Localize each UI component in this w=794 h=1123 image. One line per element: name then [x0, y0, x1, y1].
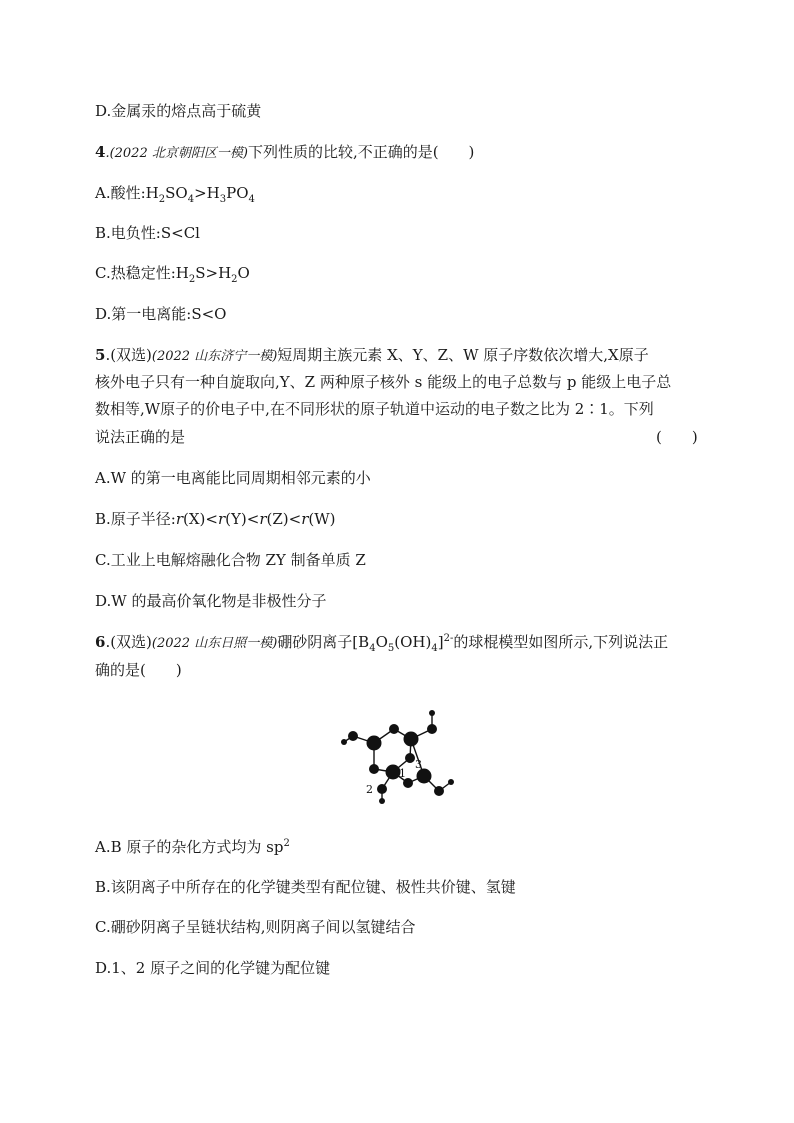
- q6-option-a: A.B 原子的杂化方式均为 $sp^2$: [95, 838, 290, 856]
- q4-number: 4: [95, 143, 106, 161]
- q6-tag: .(双选): [105, 633, 152, 651]
- q6-number: 6: [95, 633, 106, 651]
- q4-option-d: D.第一电离能:S<O: [95, 305, 227, 323]
- q5-source: (2022 山东济宁一模): [151, 349, 278, 364]
- q5-answer-paren: ( ): [656, 428, 698, 446]
- q4-source: .(2022 北京朝阳区一模): [105, 146, 248, 161]
- oxygen-atom: [389, 724, 399, 734]
- oxygen-atom: [434, 786, 444, 796]
- q6-stem-line1: 6.(双选)(2022 山东日照一模)硼砂阴离子$[B_4O_5(OH)_4]^{2-}$的球棍模型如图所示,下列说法正: [95, 633, 669, 654]
- q5-option-b: B.原子半径:r(X)<r(Y)<r(Z)<r(W): [95, 510, 336, 528]
- q4-stem: [95, 141, 474, 165]
- q5-stem-line4: 说法正确的是: [95, 428, 186, 446]
- q4-option-a: A.酸性$:H_2SO_4>H_3PO_4$: [95, 184, 255, 205]
- boron-atom: [367, 736, 382, 751]
- atom-label-2: 2: [366, 783, 373, 796]
- hydrogen-atom: [448, 779, 454, 785]
- oxygen-atom: [369, 764, 379, 774]
- boron-atom: [404, 732, 419, 747]
- q5-stem-line2: 核外电子只有一种自旋取向,Y、Z 两种原子核外 s 能级上的电子总数与 p 能级上电子总: [95, 373, 672, 391]
- hydrogen-atom: [429, 710, 435, 716]
- q3-option-d: D.金属汞的熔点高于硫黄: [95, 102, 262, 120]
- q5-option-a: A.W 的第一电离能比同周期相邻元素的小: [95, 469, 371, 487]
- q6-option-b: B.该阴离子中所存在的化学键类型有配位键、极性共价键、氢键: [95, 878, 516, 896]
- q5-tag: .(双选): [105, 346, 152, 364]
- q6-option-c: C.硼砂阴离子呈链状结构,则阴离子间以氢键结合: [95, 918, 416, 936]
- ball-stick-model-diagram: [330, 700, 470, 810]
- oxygen-atom: [427, 724, 437, 734]
- oxygen-atom: [405, 753, 415, 763]
- hydrogen-atom: [379, 798, 385, 804]
- q5-option-d: D.W 的最高价氧化物是非极性分子: [95, 592, 327, 610]
- q4-option-b: B.电负性:S<Cl: [95, 224, 200, 242]
- q5-option-c: C.工业上电解熔融化合物 ZY 制备单质 Z: [95, 551, 366, 569]
- atom-label-3: 3: [415, 758, 422, 771]
- q5-stem-line1: 5.(双选)(2022 山东济宁一模)短周期主族元素 X、Y、Z、W 原子序数依次增大,X原子: [95, 346, 649, 364]
- q5-number: 5: [95, 346, 106, 364]
- atom-label-1: 1: [399, 767, 406, 780]
- hydrogen-atom: [341, 739, 347, 745]
- q5-stem-line3: 数相等,W原子的价电子中,在不同形状的原子轨道中运动的电子数之比为 2∶1。下列: [95, 400, 654, 418]
- oxygen-atom: [377, 784, 387, 794]
- q6-stem-line2: 确的是( ): [95, 661, 182, 679]
- q6-option-d: D.1、2 原子之间的化学键为配位键: [95, 959, 331, 977]
- q4-stem-text: 下列性质的比较,不正确的是( ): [247, 143, 475, 161]
- oxygen-atom: [348, 731, 358, 741]
- q4-option-c: C.热稳定性$:H_2S>H_2O$: [95, 264, 250, 285]
- q6-source: (2022 山东日照一模): [151, 636, 278, 651]
